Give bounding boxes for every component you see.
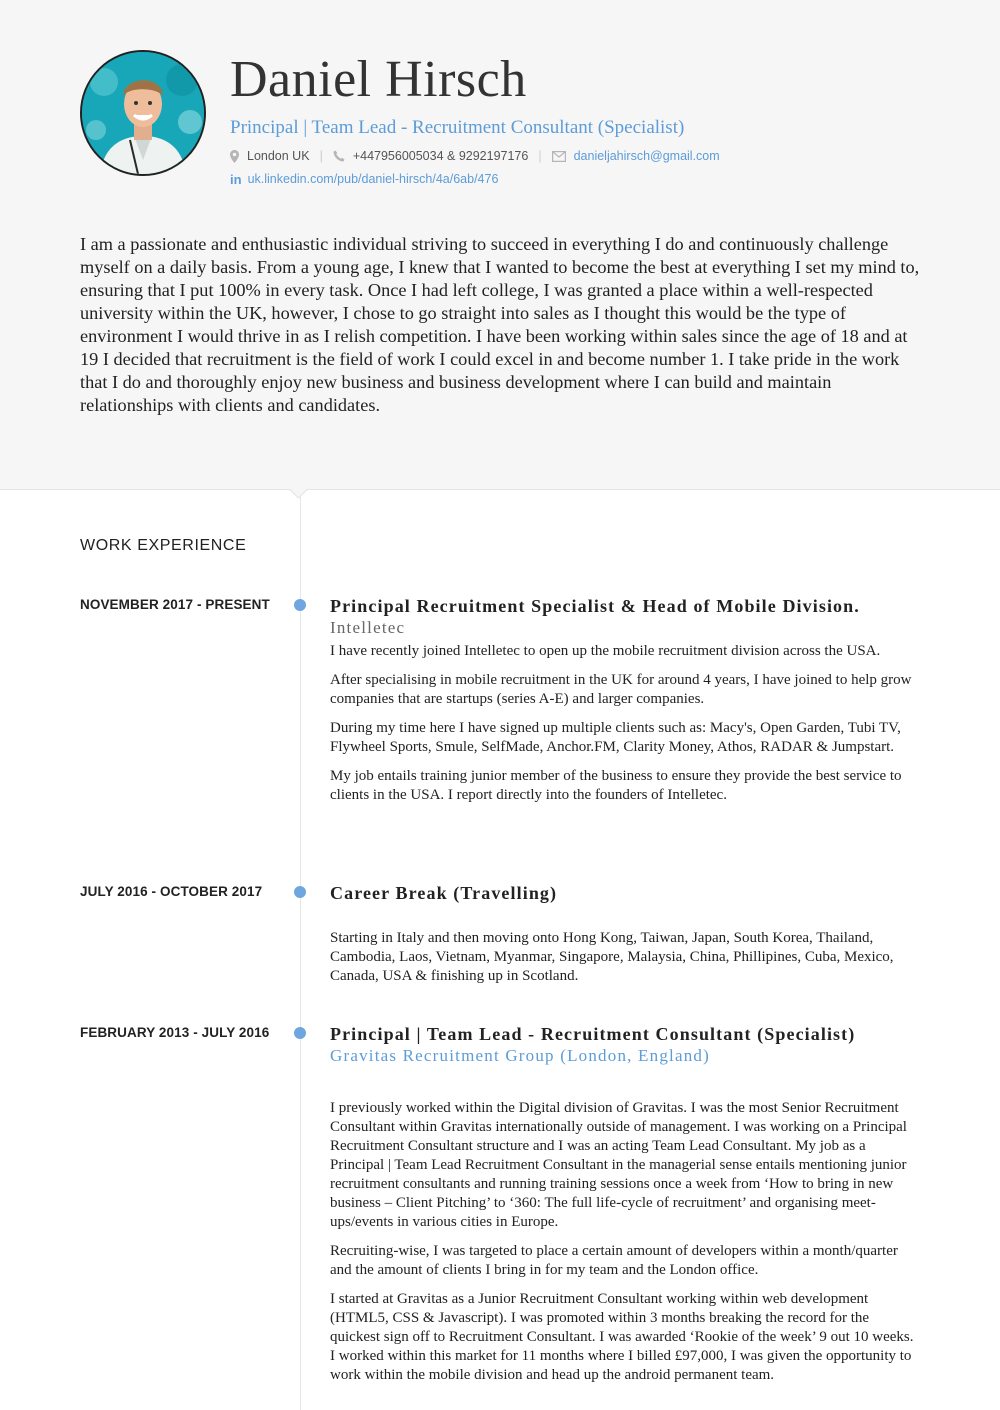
- section-heading-work-experience: WORK EXPERIENCE: [80, 537, 247, 554]
- job-entry: [330, 882, 922, 996]
- divider: |: [538, 149, 542, 163]
- job-entry: [330, 1023, 922, 1395]
- job-dates: JULY 2016 - OCTOBER 2017: [80, 884, 263, 899]
- job-title: Career Break (Travelling): [330, 883, 558, 903]
- timeline-line: [300, 496, 301, 1410]
- job-dates: NOVEMBER 2017 - PRESENT: [80, 597, 270, 612]
- profile-photo: [82, 52, 204, 174]
- job-description: Starting in Italy and then moving onto Hong Kong, Taiwan, Japan, South Korea, Thailand, Cambodia, Laos, Vietnam, Myanmar, Singapore, Malaysia, China, Phillipines, Cuba, Mexico, Canada, USA & finishing up in Scotland.: [330, 930, 894, 984]
- linkedin-row[interactable]: [230, 170, 498, 188]
- job-description: My job entails training junior member of the business to ensure they provide the best service to clients in the USA. I report directly into the founders of Intelletec.: [330, 768, 902, 803]
- resume-header: [0, 0, 1000, 490]
- linkedin-icon: in: [230, 171, 242, 187]
- job-title: Principal Recruitment Specialist & Head of Mobile Division.: [330, 596, 860, 616]
- timeline-dot: [294, 886, 306, 898]
- contact-bar: [230, 146, 720, 166]
- email-item[interactable]: [552, 149, 720, 163]
- divider: |: [319, 149, 323, 163]
- avatar: [80, 50, 206, 176]
- profile-summary: I am a passionate and enthusiastic individual striving to succeed in everything I do and continuously challenge myself on a daily basis. From a young age, I knew that I wanted to become the best at everything I set my mind to, ensuring that I put 100% in every task. Once I had left college, I was granted a place within a well-respected university within the UK, however, I chose to go straight into sales as I thought this would be the type of environment I would thrive in as I relish competition. I have been working within sales since the age of 18 and at 19 I decided that recruitment is the field of work I could excel in and become number 1. I take pride in the work that I do and thoroughly enjoy new business and business development where I can build and maintain relationships with clients and candidates.: [80, 234, 920, 415]
- job-title: Principal | Team Lead - Recruitment Consultant (Specialist): [330, 1024, 856, 1044]
- job-description: During my time here I have signed up multiple clients such as: Macy's, Open Garden, Tubi TV, Flywheel Sports, Smule, SelfMade, Anchor.FM, Clarity Money, Athos, RADAR & Jumpstart.: [330, 720, 901, 755]
- job-description: Recruiting-wise, I was targeted to place a certain amount of developers within a month/quarter and the amount of clients I bring in for my team and the London office.: [330, 1243, 898, 1278]
- job-dates: FEBRUARY 2013 - JULY 2016: [80, 1025, 270, 1040]
- job-entry: [330, 595, 922, 815]
- job-description: I started at Gravitas as a Junior Recruitment Consultant working within web development (HTML5, CSS & Javascript). I was promoted within 3 months breaking the record for the quickest sign off to Recruitment Consultant. I was awarded ‘Rookie of the week’ 9 out 10 weeks. I worked within this market for 11 months where I billed £97,000, I was given the opportunity to work within the mobile division and head up the android permanent team.: [330, 1291, 914, 1383]
- headline-title: Principal | Team Lead - Recruitment Consultant (Specialist): [230, 117, 685, 138]
- phone-item: [333, 149, 529, 163]
- linkedin-link[interactable]: uk.linkedin.com/pub/daniel-hirsch/4a/6ab/476: [247, 172, 499, 186]
- email-link[interactable]: danieljahirsch@gmail.com: [573, 149, 720, 163]
- job-description: I previously worked within the Digital division of Gravitas. I was the most Senior Recruitment Consultant within Gravitas internationally outside of management. I was working on a Principal Recruitment Consultant structure and I was an acting Team Lead Consultant. My job as a Principal | Team Lead Recruitment Consultant in the managerial sense entails mentioning junior recruitment consultants and running training sessions once a week from ‘How to bring in new business – Client Pitching’ to ‘360: The full life-cycle of recruitment’ and organising meet-ups/events in various cities in Europe.: [330, 1100, 907, 1230]
- map-pin-icon: [230, 150, 239, 163]
- phone-text: +447956005034 & 9292197176: [352, 149, 529, 163]
- location-text: London UK: [247, 149, 310, 163]
- envelope-icon: [552, 151, 566, 162]
- candidate-name: Daniel Hirsch: [230, 51, 527, 108]
- job-company: Intelletec: [330, 618, 406, 637]
- phone-icon: [333, 150, 345, 162]
- job-description: I have recently joined Intelletec to open up the mobile recruitment division across the USA.: [330, 643, 881, 659]
- location-item: [230, 149, 310, 163]
- job-description: After specialising in mobile recruitment in the UK for around 4 years, I have joined to help grow companies that are startups (series A-E) and larger companies.: [330, 672, 912, 707]
- job-company: Gravitas Recruitment Group (London, England): [330, 1046, 710, 1065]
- timeline-dot: [294, 1027, 306, 1039]
- timeline-dot: [294, 599, 306, 611]
